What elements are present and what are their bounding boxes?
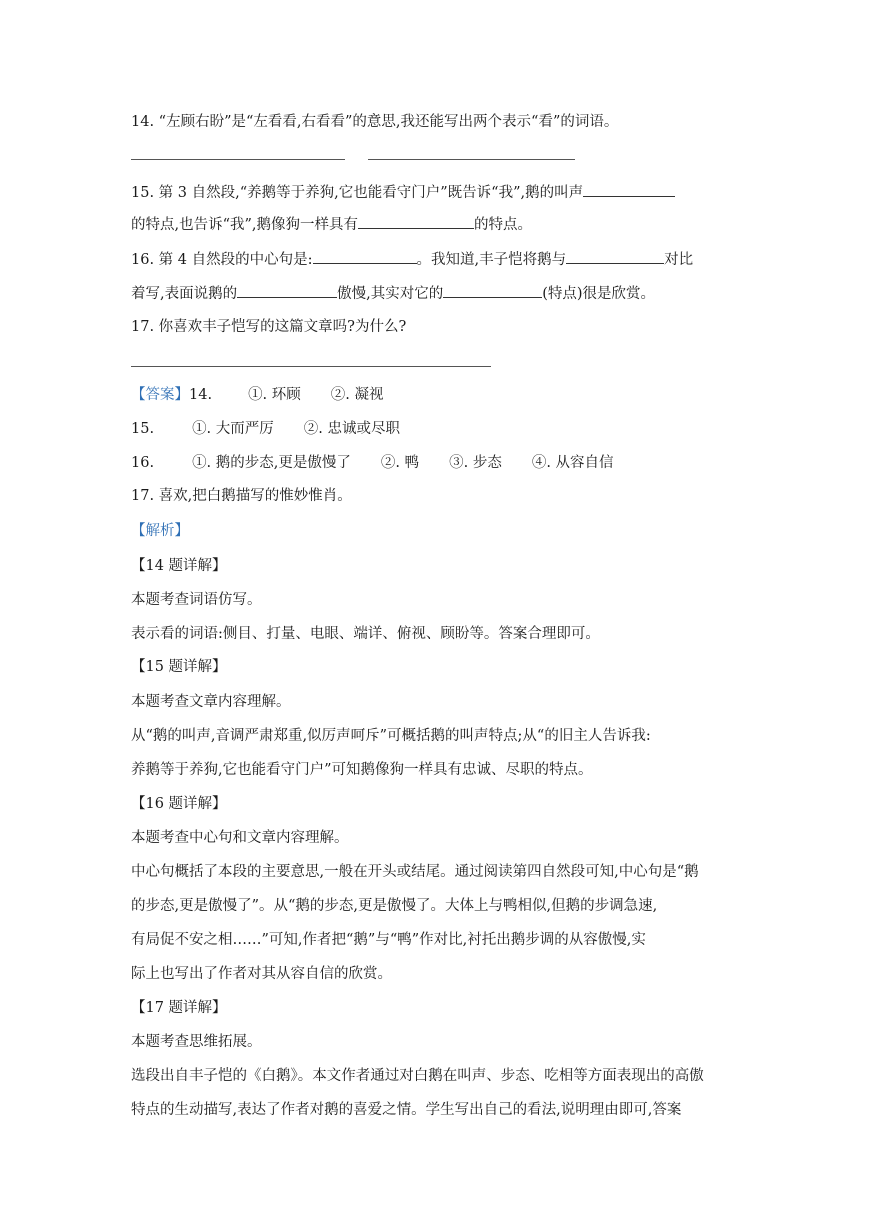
answer-14-num: 14. — [189, 387, 213, 403]
question-16-text-b: 。我知道,丰子恺将鹅与 — [416, 252, 567, 268]
question-14 — [131, 112, 618, 132]
question-15-text-a: 15. 第 3 自然段,“养鹅等于养狗,它也能看守门户”既告诉“我”,鹅的叫声 — [131, 185, 584, 201]
answer-17 — [131, 486, 352, 506]
question-15-text-c: 的特点。 — [474, 217, 533, 233]
detail-15-line-2: 从“鹅的叫声,音调严肃郑重,似厉声呵斥”可概括鹅的叫声特点;从“的旧主人告诉我: — [131, 728, 651, 744]
detail-15-line-3: 养鹅等于养狗,它也能看守门户”可知鹅像狗一样具有忠诚、尽职的特点。 — [131, 762, 593, 778]
blank-16-2 — [566, 249, 664, 264]
detail-16-title: 【16 题详解】 — [131, 796, 227, 812]
question-15-line-2 — [131, 214, 532, 235]
answer-15 — [131, 419, 400, 439]
question-16-text-c: 对比 — [664, 252, 694, 268]
detail-17-title: 【17 题详解】 — [131, 1000, 227, 1016]
answer-16-opt4: ④. 从容自信 — [531, 455, 614, 471]
analysis-heading — [131, 521, 189, 541]
blank-16-1 — [313, 249, 417, 264]
answer-16-opt2: ②. 鸭 — [380, 455, 420, 471]
question-16-text-a: 16. 第 4 自然段的中心句是: — [131, 252, 313, 268]
answer-line-14a — [131, 159, 345, 160]
question-16-text-d: 着写,表面说鹅的 — [131, 286, 238, 302]
detail-16-line-2: 中心句概括了本段的主要意思,一般在开头或结尾。通过阅读第四自然段可知,中心句是“鹅 — [131, 864, 699, 880]
detail-16-line-1: 本题考查中心句和文章内容理解。 — [131, 830, 349, 846]
blank-15-2 — [358, 214, 474, 229]
answer-16 — [131, 453, 614, 473]
question-17 — [131, 317, 406, 337]
answer-line-17 — [131, 366, 491, 367]
answer-16-num: 16. — [131, 455, 155, 471]
detail-17-line-1: 本题考查思维拓展。 — [131, 1034, 262, 1050]
answer-16-opt3: ③. 步态 — [449, 455, 502, 471]
blank-16-3 — [237, 283, 337, 298]
blank-16-4 — [443, 283, 542, 298]
detail-14-line-2: 表示看的词语:侧目、打量、电眼、端详、俯视、顾盼等。答案合理即可。 — [131, 626, 600, 642]
answer-14 — [131, 385, 384, 405]
question-16-line-1 — [131, 249, 693, 270]
answer-14-opt1: ①. 环顾 — [248, 387, 301, 403]
blank-15-1 — [583, 182, 675, 197]
detail-16-line-3: 的步态,更是傲慢了”。从“鹅的步态,更是傲慢了。大体上与鸭相似,但鹅的步调急速, — [131, 898, 658, 914]
answer-14-opt2: ②. 凝视 — [330, 387, 384, 403]
question-15-text-b: 的特点,也告诉“我”,鹅像狗一样具有 — [131, 217, 359, 233]
detail-15-line-1: 本题考查文章内容理解。 — [131, 694, 291, 710]
detail-16-line-5: 际上也写出了作者对其从容自信的欣赏。 — [131, 966, 392, 982]
detail-17-line-3: 特点的生动描写,表达了作者对鹅的喜爱之情。学生写出自己的看法,说明理由即可,答案 — [131, 1102, 682, 1118]
detail-14-line-1: 本题考查词语仿写。 — [131, 592, 262, 608]
detail-17-line-2: 选段出自丰子恺的《白鹅》。本文作者通过对白鹅在叫声、步态、吃相等方面表现出的高傲 — [131, 1068, 704, 1084]
answer-15-opt1: ①. 大而严厉 — [192, 421, 274, 437]
question-16-text-e: 傲慢,其实对它的 — [337, 286, 444, 302]
answer-16-opt1: ①. 鹅的步态,更是傲慢了 — [192, 455, 351, 471]
question-15-line-1 — [131, 182, 675, 203]
answer-15-num: 15. — [131, 421, 155, 437]
question-17-text: 17. 你喜欢丰子恺写的这篇文章吗?为什么? — [131, 319, 407, 335]
question-16-line-2 — [131, 283, 655, 304]
answer-15-opt2: ②. 忠诚或尽职 — [303, 421, 400, 437]
detail-16-line-4: 有局促不安之相……”可知,作者把“鹅”与“鸭”作对比,衬托出鹅步调的从容傲慢,实 — [131, 932, 646, 948]
question-14-text: 14. “左顾右盼”是“左看看,右看看”的意思,我还能写出两个表示“看”的词语。 — [131, 114, 619, 130]
answer-tag: 【答案】 — [131, 387, 189, 403]
detail-15-title: 【15 题详解】 — [131, 659, 227, 675]
detail-14-title: 【14 题详解】 — [131, 558, 227, 574]
answer-17-text: 17. 喜欢,把白鹅描写的惟妙惟肖。 — [131, 488, 352, 504]
answer-line-14b — [368, 159, 575, 160]
analysis-tag: 【解析】 — [131, 523, 189, 539]
question-16-text-f: (特点)很是欣赏。 — [542, 286, 656, 302]
